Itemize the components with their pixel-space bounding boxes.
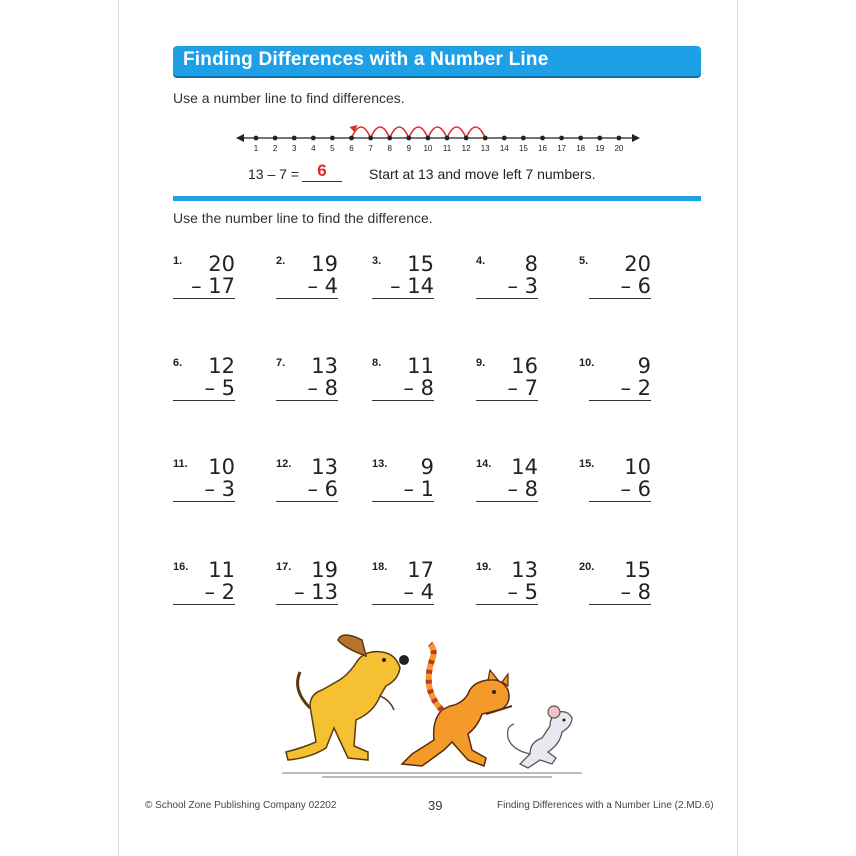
left-arrow-icon xyxy=(236,134,244,142)
problem-item xyxy=(579,252,651,315)
jump-arc xyxy=(428,127,447,138)
mouse-icon xyxy=(508,706,572,768)
number-line-label: 14 xyxy=(499,144,509,153)
problem-minuend: 19 xyxy=(311,252,338,276)
problem-minuend: 8 xyxy=(524,252,538,276)
number-line-label: 11 xyxy=(442,144,452,153)
number-line-point xyxy=(578,136,583,141)
problem-number: 4. xyxy=(476,255,486,267)
problem-subtrahend: – 6 xyxy=(589,275,651,299)
problem-minuend: 11 xyxy=(208,558,235,582)
number-line-label: 8 xyxy=(387,144,392,153)
number-line-point xyxy=(426,136,431,141)
problem-minuend: 15 xyxy=(407,252,434,276)
problem-item xyxy=(372,558,434,621)
problem-subtrahend: – 8 xyxy=(476,478,538,502)
page-title: Finding Differences with a Number Line xyxy=(183,49,549,70)
problem-minuend: 10 xyxy=(624,455,651,479)
number-line-label: 16 xyxy=(538,144,547,153)
ground-lines-icon xyxy=(282,773,582,777)
jump-arc xyxy=(409,127,428,138)
number-line-label: 12 xyxy=(461,144,471,153)
problem-number: 19. xyxy=(476,561,492,573)
problem-number: 18. xyxy=(372,561,388,573)
number-line-label: 20 xyxy=(614,144,624,153)
number-line-point xyxy=(368,136,373,141)
number-line-label: 9 xyxy=(406,144,412,153)
problem-subtrahend: – 5 xyxy=(173,377,235,401)
number-line-point xyxy=(464,136,469,141)
right-arrow-icon xyxy=(632,134,640,142)
problem-number: 20. xyxy=(579,561,595,573)
problem-minuend: 11 xyxy=(407,354,434,378)
problem-subtrahend: – 4 xyxy=(372,581,434,605)
problem-item xyxy=(476,455,538,518)
number-line-label: 7 xyxy=(368,144,373,153)
problem-item xyxy=(372,252,434,315)
dog-icon xyxy=(286,635,409,760)
problem-minuend: 16 xyxy=(511,354,538,378)
problem-number: 15. xyxy=(579,458,595,470)
problem-number: 6. xyxy=(173,357,183,369)
number-line-label: 18 xyxy=(576,144,586,153)
problem-subtrahend: – 17 xyxy=(173,275,235,299)
problem-number: 14. xyxy=(476,458,492,470)
number-line-point xyxy=(406,136,411,141)
number-line-point xyxy=(311,136,316,141)
problem-minuend: 17 xyxy=(407,558,434,582)
problem-subtrahend: – 4 xyxy=(276,275,338,299)
problem-number: 2. xyxy=(276,255,286,267)
problem-subtrahend: – 14 xyxy=(372,275,434,299)
problem-item xyxy=(173,455,235,518)
number-line-label: 5 xyxy=(330,144,335,153)
number-line-point xyxy=(483,136,488,141)
problem-subtrahend: – 2 xyxy=(173,581,235,605)
number-line xyxy=(236,118,640,158)
problem-number: 7. xyxy=(276,357,286,369)
problem-subtrahend: – 6 xyxy=(589,478,651,502)
problem-item xyxy=(276,455,338,518)
number-line-label: 3 xyxy=(291,144,297,153)
number-line-point xyxy=(254,136,259,141)
problem-item xyxy=(173,558,235,621)
problem-minuend: 13 xyxy=(511,558,538,582)
problem-number: 5. xyxy=(579,255,589,267)
problem-item xyxy=(579,455,651,518)
number-line-point xyxy=(521,136,526,141)
section-divider xyxy=(173,196,701,201)
problem-item xyxy=(276,252,338,315)
problem-item xyxy=(372,455,434,518)
problem-subtrahend: – 1 xyxy=(372,478,434,502)
number-line-label: 13 xyxy=(480,144,490,153)
problem-minuend: 9 xyxy=(637,354,651,378)
problem-item xyxy=(476,252,538,315)
number-line-point xyxy=(597,136,602,141)
number-line-point xyxy=(292,136,297,141)
directions-text: Use the number line to find the difference. xyxy=(173,210,433,226)
number-line-point xyxy=(502,136,507,141)
problem-number: 1. xyxy=(173,255,183,267)
number-line-label: 17 xyxy=(557,144,567,153)
problem-minuend: 20 xyxy=(624,252,651,276)
problem-subtrahend: – 8 xyxy=(589,581,651,605)
intro-text: Use a number line to find differences. xyxy=(173,90,405,106)
problem-number: 3. xyxy=(372,255,382,267)
footer-title: Finding Differences with a Number Line (2.MD.6) xyxy=(497,800,714,811)
problem-subtrahend: – 13 xyxy=(276,581,338,605)
problem-subtrahend: – 3 xyxy=(173,478,235,502)
number-line-point xyxy=(559,136,564,141)
jump-arc xyxy=(390,127,409,138)
problem-number: 8. xyxy=(372,357,382,369)
problem-number: 16. xyxy=(173,561,189,573)
problem-item xyxy=(276,354,338,417)
problem-number: 17. xyxy=(276,561,292,573)
example-equation: 13 – 7 = xyxy=(248,166,299,182)
problem-item xyxy=(276,558,338,621)
problem-minuend: 13 xyxy=(311,455,338,479)
problem-minuend: 13 xyxy=(311,354,338,378)
number-line-point xyxy=(617,136,622,141)
number-line-label: 10 xyxy=(423,144,433,153)
example-answer: 6 xyxy=(302,161,342,182)
number-line-point xyxy=(349,136,354,141)
jump-arc xyxy=(447,127,466,138)
problem-item xyxy=(476,354,538,417)
problem-item xyxy=(372,354,434,417)
number-line-label: 6 xyxy=(349,144,354,153)
footer-copyright: © School Zone Publishing Company 02202 xyxy=(145,800,337,811)
problem-number: 13. xyxy=(372,458,388,470)
problem-item xyxy=(579,558,651,621)
number-line-point xyxy=(540,136,545,141)
number-line-point xyxy=(387,136,392,141)
number-line-label: 4 xyxy=(311,144,316,153)
jump-arc xyxy=(466,127,485,138)
problem-number: 12. xyxy=(276,458,292,470)
problem-item xyxy=(173,252,235,315)
problem-item xyxy=(476,558,538,621)
cat-icon xyxy=(402,644,512,766)
problem-minuend: 15 xyxy=(624,558,651,582)
problem-number: 11. xyxy=(173,458,188,470)
problem-number: 9. xyxy=(476,357,486,369)
number-line-label: 19 xyxy=(595,144,605,153)
problem-minuend: 14 xyxy=(511,455,538,479)
problem-item xyxy=(173,354,235,417)
number-line-label: 15 xyxy=(518,144,528,153)
problem-minuend: 19 xyxy=(311,558,338,582)
problem-number: 10. xyxy=(579,357,595,369)
problem-item xyxy=(579,354,651,417)
running-animals-illustration xyxy=(262,630,592,780)
problem-minuend: 20 xyxy=(208,252,235,276)
number-line-point xyxy=(330,136,335,141)
problem-minuend: 12 xyxy=(208,354,235,378)
page-number: 39 xyxy=(428,798,443,813)
problem-minuend: 9 xyxy=(420,455,434,479)
problem-subtrahend: – 6 xyxy=(276,478,338,502)
title-banner xyxy=(173,46,701,76)
problem-subtrahend: – 2 xyxy=(589,377,651,401)
problem-minuend: 10 xyxy=(208,455,235,479)
problem-subtrahend: – 3 xyxy=(476,275,538,299)
number-line-label: 2 xyxy=(272,144,278,153)
example-explanation: Start at 13 and move left 7 numbers. xyxy=(369,166,596,182)
problem-subtrahend: – 8 xyxy=(276,377,338,401)
problem-subtrahend: – 8 xyxy=(372,377,434,401)
jump-arc xyxy=(371,127,390,138)
number-line-point xyxy=(273,136,278,141)
number-line-label: 1 xyxy=(253,144,259,153)
problem-subtrahend: – 5 xyxy=(476,581,538,605)
number-line-point xyxy=(445,136,450,141)
problem-subtrahend: – 7 xyxy=(476,377,538,401)
